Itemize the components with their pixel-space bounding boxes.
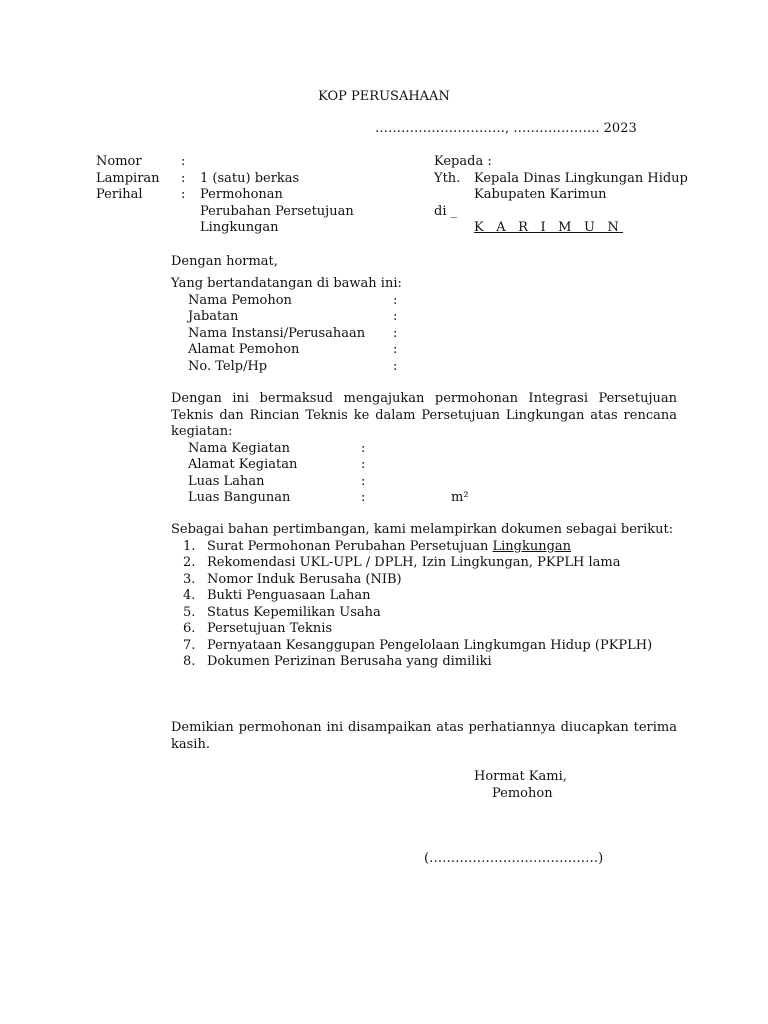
recipient-city: K A R I M U N <box>474 220 624 235</box>
field-unit-m2: m² <box>451 490 469 505</box>
activity-field <box>171 490 677 507</box>
field-label: No. Telp/Hp <box>188 358 268 374</box>
attachment-item <box>171 605 677 622</box>
item-text: Dokumen Perizinan Berusaha yang dimiliki <box>207 654 492 669</box>
header-label: Nomor <box>96 154 142 169</box>
activity-field <box>171 474 677 491</box>
applicant-field <box>171 342 677 359</box>
attachment-item <box>171 555 677 572</box>
attachments-list <box>171 539 677 671</box>
applicant-field <box>171 309 677 326</box>
item-text: Surat Permohonan Perubahan Persetujuan <box>207 538 493 554</box>
signer-title: Pemohon <box>492 786 553 801</box>
attachment-item <box>171 638 677 655</box>
recipient-line-1: Kepala Dinas Lingkungan Hidup <box>474 170 688 186</box>
item-number: 6. <box>183 621 196 636</box>
salutation: Dengan hormat, <box>171 254 278 269</box>
item-text: Nomor Induk Berusaha (NIB) <box>207 571 402 587</box>
applicant-intro: Yang bertandatangan di bawah ini: <box>171 276 402 291</box>
field-colon: : <box>361 490 366 505</box>
header-label: Perihal <box>96 187 143 202</box>
field-label: Alamat Kegiatan <box>188 457 298 472</box>
letterhead-title: KOP PERUSAHAAN <box>318 89 450 104</box>
field-label: Jabatan <box>188 309 239 324</box>
purpose-section <box>171 391 677 507</box>
item-number: 5. <box>183 604 196 620</box>
item-text: Status Kepemilikan Usaha <box>207 604 381 620</box>
field-label: Nama Kegiatan <box>188 440 290 456</box>
activity-field <box>171 457 677 474</box>
attachment-item <box>171 621 677 638</box>
field-label: Luas Bangunan <box>188 490 291 505</box>
attachment-item <box>171 588 677 605</box>
header-colon: : <box>181 154 186 169</box>
di-label: di _ <box>434 203 458 219</box>
item-text: Pernyataan Kesanggupan Pengelolaan Lingkumgan Hidup (PKPLH) <box>207 637 653 653</box>
field-colon: : <box>361 457 366 472</box>
header-value: Perubahan Persetujuan <box>200 203 354 219</box>
attachment-item <box>171 539 677 556</box>
attachment-item <box>171 654 677 671</box>
kepada-label: Kepada : <box>434 154 492 169</box>
activity-field <box>171 441 677 458</box>
applicant-field <box>171 326 677 343</box>
item-number: 4. <box>183 588 196 603</box>
header-label: Lampiran <box>96 170 160 186</box>
header-colon: : <box>181 187 186 202</box>
field-label: Alamat Pemohon <box>188 342 300 357</box>
field-colon: : <box>393 325 398 341</box>
field-colon: : <box>361 473 366 489</box>
item-text: Rekomendasi UKL-UPL / DPLH, Izin Lingkungan, PKPLH lama <box>207 555 621 570</box>
item-number: 3. <box>183 571 196 587</box>
attachment-item <box>171 572 677 589</box>
field-label: Luas Lahan <box>188 473 265 489</box>
field-colon: : <box>393 292 398 308</box>
item-text: Persetujuan Teknis <box>207 621 333 636</box>
header-value: 1 (satu) berkas <box>200 170 300 186</box>
applicant-field <box>171 359 677 376</box>
yth-label: Yth. <box>434 170 461 186</box>
item-number: 1. <box>183 538 196 554</box>
header-colon: : <box>181 170 186 186</box>
signature-line: (…………………………………) <box>424 851 604 866</box>
attachments-intro: Sebagai bahan pertimbangan, kami melampirkan dokumen sebagai berikut: <box>171 522 674 537</box>
field-colon: : <box>393 358 398 374</box>
date-line: …………………………, ……………….. 2023 <box>375 121 637 136</box>
regards: Hormat Kami, <box>474 769 567 784</box>
field-label: Nama Pemohon <box>188 292 292 308</box>
applicant-field <box>171 293 677 310</box>
field-colon: : <box>393 342 398 357</box>
attachments-section <box>171 522 677 671</box>
recipient-line-2: Kabupaten Karimun <box>474 187 607 202</box>
purpose-paragraph: Dengan ini bermaksud mengajukan permohonan Integrasi Persetujuan Teknis dan Rincian Teknis ke dalam Persetujuan Lingkungan atas rencana kegiatan: <box>171 391 677 439</box>
applicant-section <box>171 276 677 375</box>
item-number: 7. <box>183 637 196 653</box>
item-text: Bukti Penguasaan Lahan <box>207 588 371 603</box>
header-value: Permohonan <box>200 187 283 202</box>
field-colon: : <box>361 440 366 456</box>
field-label: Nama Instansi/Perusahaan <box>188 325 366 341</box>
item-number: 8. <box>183 654 196 669</box>
closing-paragraph: Demikian permohonan ini disampaikan atas perhatiannya diucapkan terima kasih. <box>171 720 677 752</box>
item-number: 2. <box>183 555 196 570</box>
item-text-underlined: Lingkungan <box>492 538 572 554</box>
field-colon: : <box>393 309 398 324</box>
header-value: Lingkungan <box>200 220 279 235</box>
